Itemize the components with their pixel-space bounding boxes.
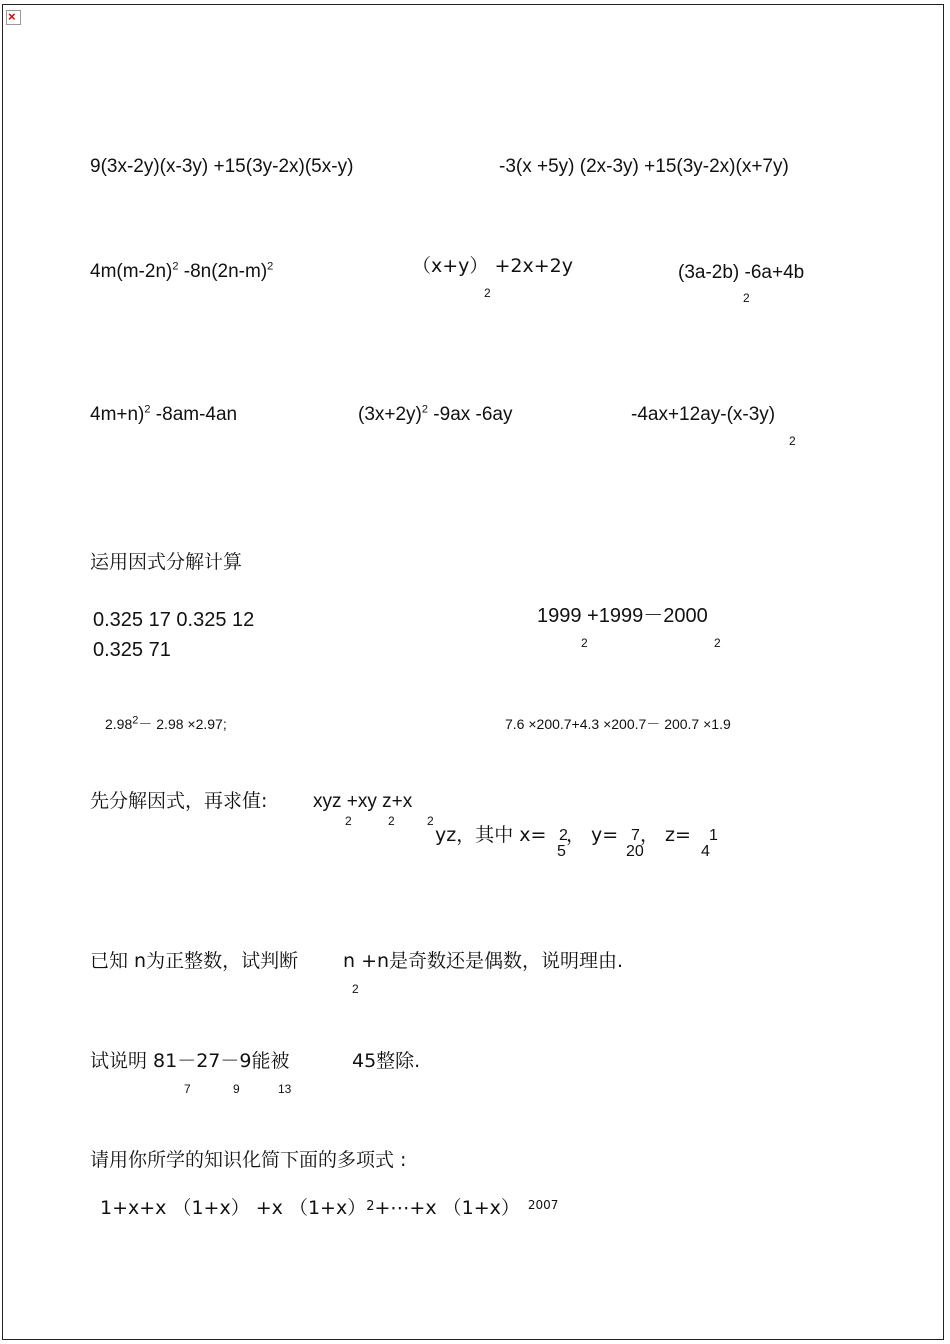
eval-condition: yz，其中 x=	[435, 824, 547, 846]
expression-7: $(3x+2y)^2$ -9ax -6ay	[358, 403, 513, 425]
z-label: ， z=	[640, 824, 691, 846]
divisibility-question-start: 试说明 81－27－9能被	[90, 1050, 290, 1072]
y-label: ， y=	[566, 824, 619, 846]
eval-expression: xyz +xy z+x	[313, 791, 413, 812]
expression-1: 9(3x-2y)(x-3y) +15(3y-2x)(5x-y)	[90, 156, 354, 177]
divisibility-question-end: 45整除.	[352, 1050, 421, 1072]
expression-2: -3(x +5y) (2x-3y) +15(3y-2x)(x+7y)	[499, 156, 789, 177]
expression-3: $4m(m-2n)^2$ $-8n(2n-m)^2$	[90, 260, 274, 282]
calc-right-expression: 1999 +1999－2000	[537, 605, 708, 627]
divisibility-exponent-3: 13	[278, 1082, 292, 1096]
x-denominator: 5	[557, 843, 566, 860]
calc-line-1: 0.325 17 0.325 12	[93, 609, 255, 631]
expression-5: (3a-2b) -6a+4b	[678, 262, 805, 283]
parity-question-end: n +n是奇数还是偶数，说明理由.	[343, 950, 624, 972]
expression-6: 4m+n)$^2$ -8am-4an	[90, 403, 238, 425]
expression-5-exponent: 2	[743, 291, 750, 305]
broken-image-icon: ×	[6, 10, 21, 25]
eval-exponent-1: 2	[345, 814, 352, 828]
expression-4-exponent: 2	[484, 286, 491, 300]
eval-heading: 先分解因式，再求值:	[90, 790, 268, 812]
z-numerator: 1	[709, 827, 718, 844]
x-numerator: 2	[559, 827, 568, 844]
calc-right-exponent-2: 2	[714, 636, 721, 650]
y-numerator: 7	[631, 827, 640, 844]
parity-exponent: 2	[352, 982, 359, 996]
calc-small-right: 7.6 ×200.7+4.3 ×200.7－ 200.7 ×1.9	[505, 716, 731, 732]
expression-8-exponent: 2	[789, 434, 796, 448]
eval-exponent-3: 2	[427, 814, 434, 828]
calc-small-left: $2.98^2- 2.98 \times 2.97$;	[105, 714, 227, 732]
eval-exponent-2: 2	[388, 814, 395, 828]
calc-line-2: 0.325 71	[93, 639, 171, 661]
expression-4: （x+y） +2x+2y	[412, 255, 573, 277]
expression-8: -4ax+12ay-(x-3y)	[631, 404, 776, 425]
z-denominator: 4	[701, 843, 710, 860]
divisibility-exponent-2: 9	[233, 1082, 240, 1096]
calc-right-exponent-1: 2	[581, 636, 588, 650]
simplify-heading: 请用你所学的知识化简下面的多项式 :	[90, 1149, 407, 1171]
parity-question-start: 已知 n为正整数，试判断	[90, 950, 299, 972]
divisibility-exponent-1: 7	[184, 1082, 191, 1096]
y-denominator: 20	[626, 843, 644, 860]
simplify-expression: 1+x+x （1+x） +x $(1+x)^2+\cdots+x$ （1+x） $^{2007}$	[100, 1197, 559, 1219]
calc-heading: 运用因式分解计算	[90, 551, 243, 573]
document-page	[2, 4, 944, 1340]
